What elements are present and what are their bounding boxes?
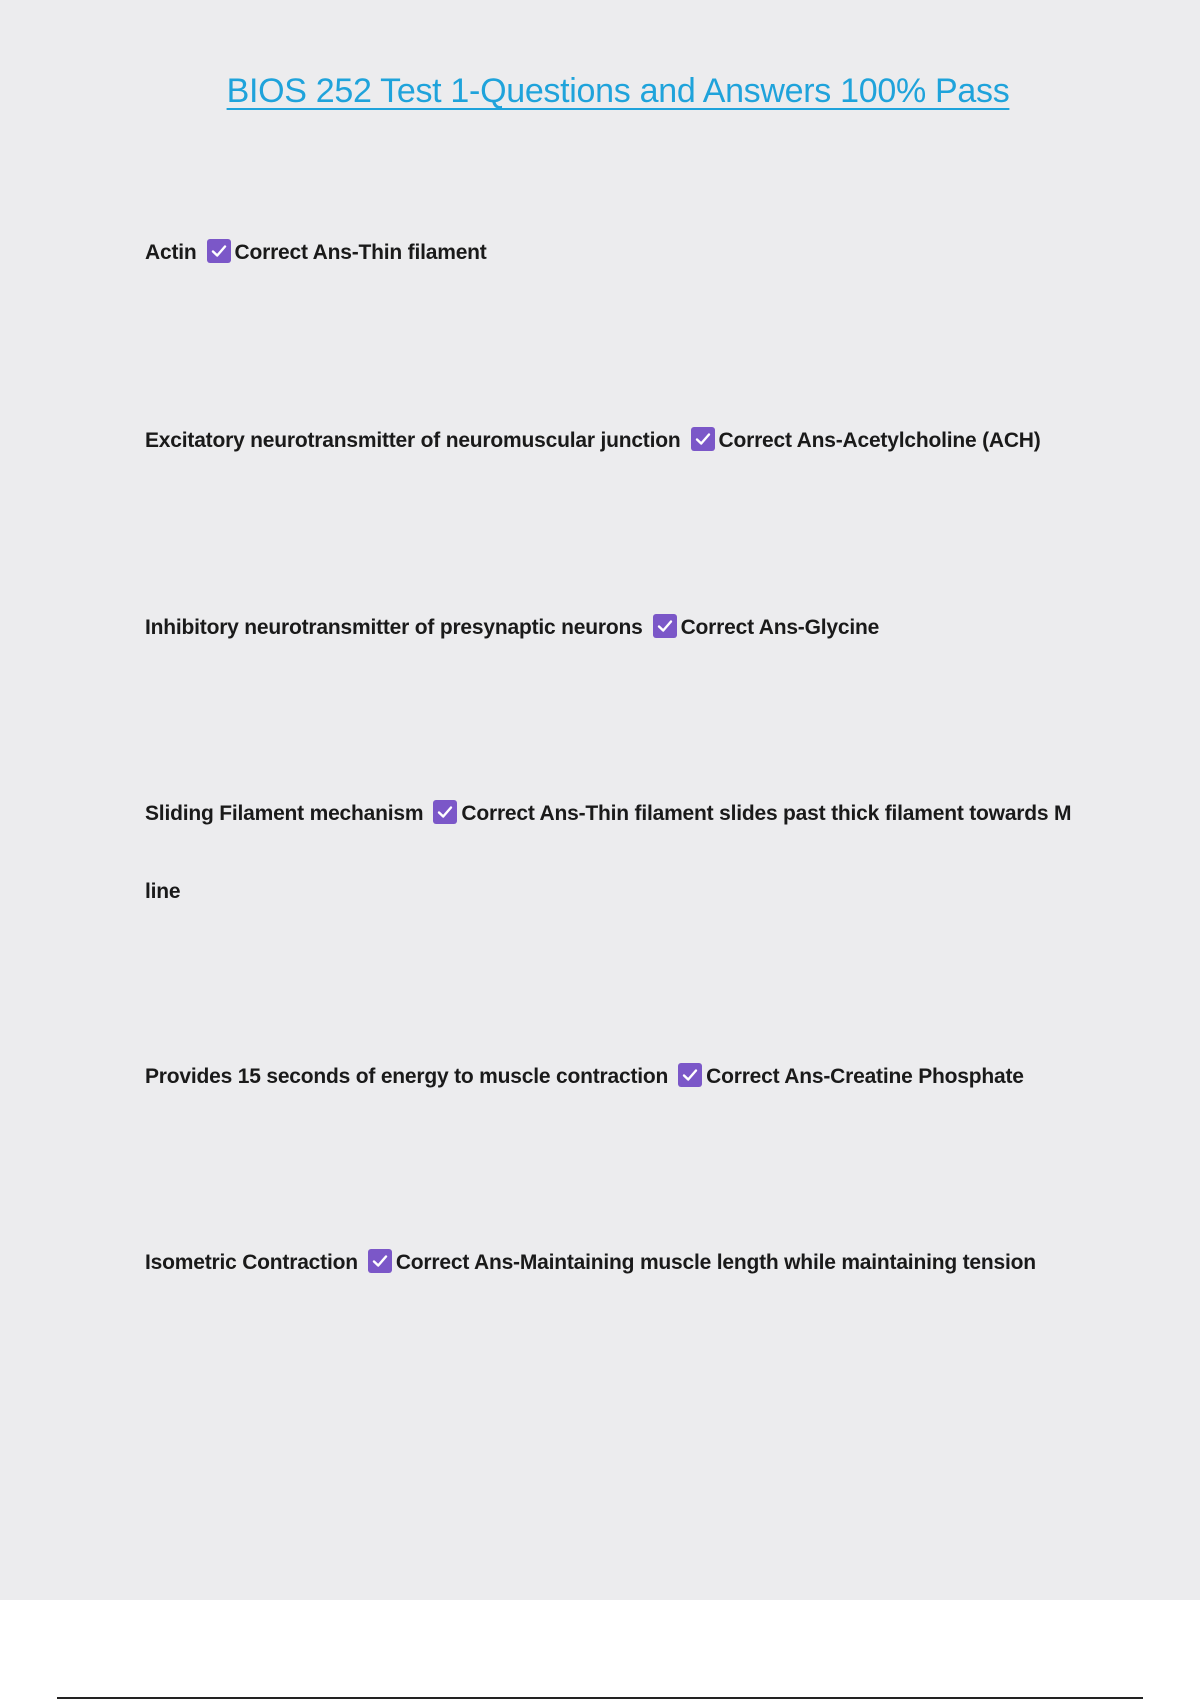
question-text: Inhibitory neurotransmitter of presynaptic neurons — [145, 616, 643, 639]
checkbox-checked-icon — [433, 800, 457, 824]
question-text: Sliding Filament mechanism — [145, 802, 424, 825]
checkbox-checked-icon — [678, 1063, 702, 1087]
qa-item — [145, 589, 1085, 667]
qa-item — [145, 1224, 1085, 1302]
document-title[interactable]: BIOS 252 Test 1-Questions and Answers 100% Pass — [226, 72, 1010, 110]
question-text: Actin — [145, 241, 197, 264]
qa-item — [145, 214, 1085, 292]
answer-text: Correct Ans-Acetylcholine (ACH) — [718, 429, 1041, 452]
checkbox-checked-icon — [207, 239, 231, 263]
question-text: Provides 15 seconds of energy to muscle contraction — [145, 1065, 669, 1088]
answer-text: Correct Ans-Thin filament slides past thick filament towards M line — [145, 802, 1072, 903]
page-divider — [57, 1697, 1143, 1699]
answer-text: Correct Ans-Thin filament — [234, 241, 487, 264]
qa-item — [145, 402, 1085, 480]
answer-text: Correct Ans-Creatine Phosphate — [706, 1065, 1024, 1088]
answer-text: Correct Ans-Maintaining muscle length while maintaining tension — [395, 1251, 1036, 1274]
qa-item — [145, 1038, 1085, 1116]
question-text: Isometric Contraction — [145, 1251, 358, 1274]
question-text: Excitatory neurotransmitter of neuromuscular junction — [145, 429, 681, 452]
checkbox-checked-icon — [368, 1249, 392, 1273]
checkbox-checked-icon — [653, 614, 677, 638]
answer-text: Correct Ans-Glycine — [680, 616, 880, 639]
qa-item — [145, 775, 1085, 931]
checkbox-checked-icon — [691, 427, 715, 451]
